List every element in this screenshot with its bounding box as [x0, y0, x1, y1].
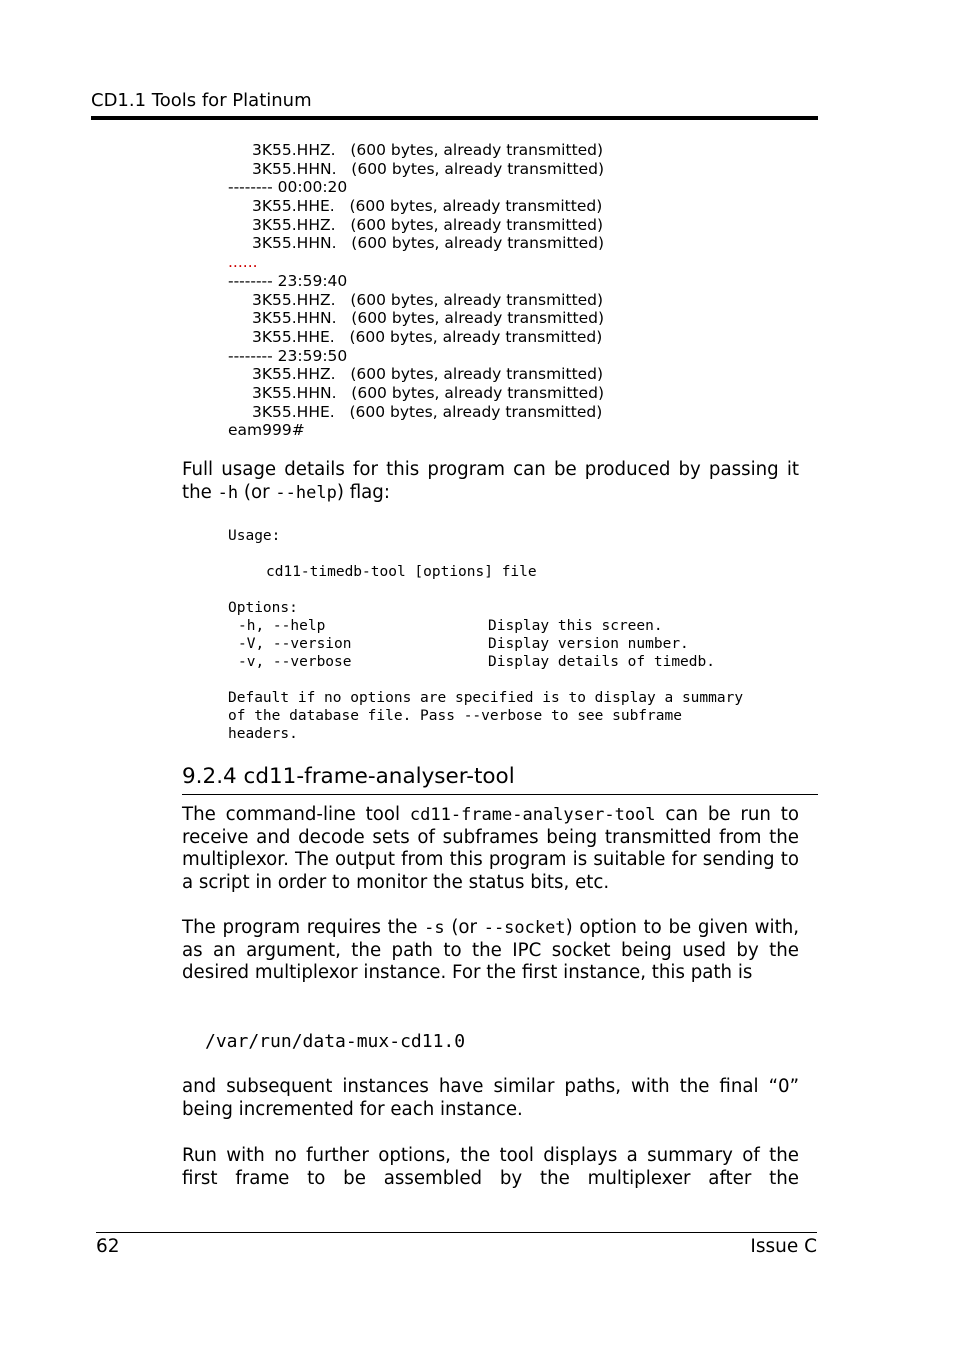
usage-block — [228, 527, 743, 743]
socket-long-flag: --socket — [483, 918, 566, 938]
socket-path: /var/run/data-mux-cd11.0 — [205, 1031, 466, 1052]
paragraph-text: (or — [444, 917, 484, 938]
paragraph-summary: Run with no further options, the tool displays a summary of the first frame to be assembled by the multiplexer after the — [182, 1145, 799, 1189]
options-label: Options: — [228, 600, 298, 616]
log-line-entry: 3K55.HHN. (600 bytes, already transmitted) — [252, 309, 605, 328]
section-heading: 9.2.4 cd11-frame-analyser-tool — [182, 764, 515, 789]
default-text-line: Default if no options are specified is to display a summary — [228, 690, 744, 706]
default-text-line: of the database file. Pass --verbose to see subframe — [228, 708, 682, 724]
issue-label: Issue C — [750, 1236, 817, 1257]
log-line-entry: 3K55.HHZ. (600 bytes, already transmitted) — [252, 290, 604, 309]
log-line-ellipsis: ...... — [228, 253, 258, 272]
option-row — [228, 653, 743, 671]
footer-rule — [96, 1232, 817, 1233]
paragraph-tool-intro — [182, 804, 799, 894]
log-line-prompt: eam999# — [228, 421, 305, 440]
log-line-entry: 3K55.HHE. (600 bytes, already transmitted) — [252, 197, 603, 216]
usage-command: cd11-timedb-tool [options] file — [266, 564, 537, 580]
help-long-flag: --help — [275, 482, 337, 503]
blank-line — [228, 581, 743, 599]
section-rule — [182, 794, 818, 795]
log-line-time: -------- 23:59:40 — [228, 271, 348, 290]
option-flag: -v, --verbose — [238, 654, 352, 670]
terminal-log — [228, 141, 604, 440]
log-line-entry: 3K55.HHE. (600 bytes, already transmitted) — [252, 402, 603, 421]
paragraph-instances: and subsequent instances have similar paths, with the final “0” being incremented for each instance. — [182, 1076, 799, 1120]
log-line-entry: 3K55.HHZ. (600 bytes, already transmitted) — [252, 141, 604, 159]
header-rule — [91, 116, 818, 120]
socket-short-flag: -s — [424, 918, 445, 938]
log-line-entry: 3K55.HHN. (600 bytes, already transmitted) — [252, 159, 605, 178]
blank-line — [228, 545, 743, 563]
log-line-entry: 3K55.HHZ. (600 bytes, already transmitted) — [252, 365, 604, 384]
usage-intro-text: Full usage details for this program can be produced by passing it the — [182, 459, 799, 503]
log-line-entry: 3K55.HHZ. (600 bytes, already transmitted) — [252, 215, 604, 234]
default-text-line: headers. — [228, 726, 298, 742]
option-row — [228, 617, 743, 635]
option-flag: -h, --help — [238, 618, 326, 634]
usage-label: Usage: — [228, 528, 281, 544]
option-flag: -V, --version — [238, 636, 352, 652]
log-line-time: -------- 00:00:20 — [228, 178, 348, 197]
usage-default-text — [228, 689, 743, 743]
option-row — [228, 635, 743, 653]
help-short-flag: -h — [217, 482, 239, 503]
log-line-time: -------- 23:59:50 — [228, 346, 348, 365]
log-line-entry: 3K55.HHN. (600 bytes, already transmitted) — [252, 234, 605, 253]
paragraph-socket-option — [182, 917, 799, 985]
option-description: Display this screen. — [488, 618, 663, 634]
paragraph-text: The command-line tool — [182, 804, 410, 825]
paragraph-text: ) option to be given with, as an argument, the path to the IPC socket being used by the desired multiplexor instance. For the first instance, this path is — [182, 917, 800, 984]
options-list — [228, 617, 743, 671]
usage-intro-paragraph — [182, 459, 799, 504]
blank-line — [228, 671, 743, 689]
log-line-entry: 3K55.HHE. (600 bytes, already transmitted) — [252, 327, 603, 346]
option-description: Display version number. — [488, 636, 689, 652]
tool-name: cd11-frame-analyser-tool — [409, 805, 656, 825]
usage-intro-text: (or — [238, 481, 276, 503]
paragraph-text: The program requires the — [182, 917, 425, 938]
log-line-entry: 3K55.HHN. (600 bytes, already transmitted) — [252, 383, 605, 402]
page-number: 62 — [96, 1236, 120, 1257]
paragraph-text: can be run to receive and decode sets of subframes being transmitted from the multiplexor. The output from this program is suitable for sending to a script in order to monitor the status bits, etc. — [182, 804, 799, 893]
option-description: Display details of timedb. — [488, 654, 715, 670]
usage-intro-text: ) flag: — [336, 481, 390, 503]
page-header-title: CD1.1 Tools for Platinum — [91, 90, 312, 111]
